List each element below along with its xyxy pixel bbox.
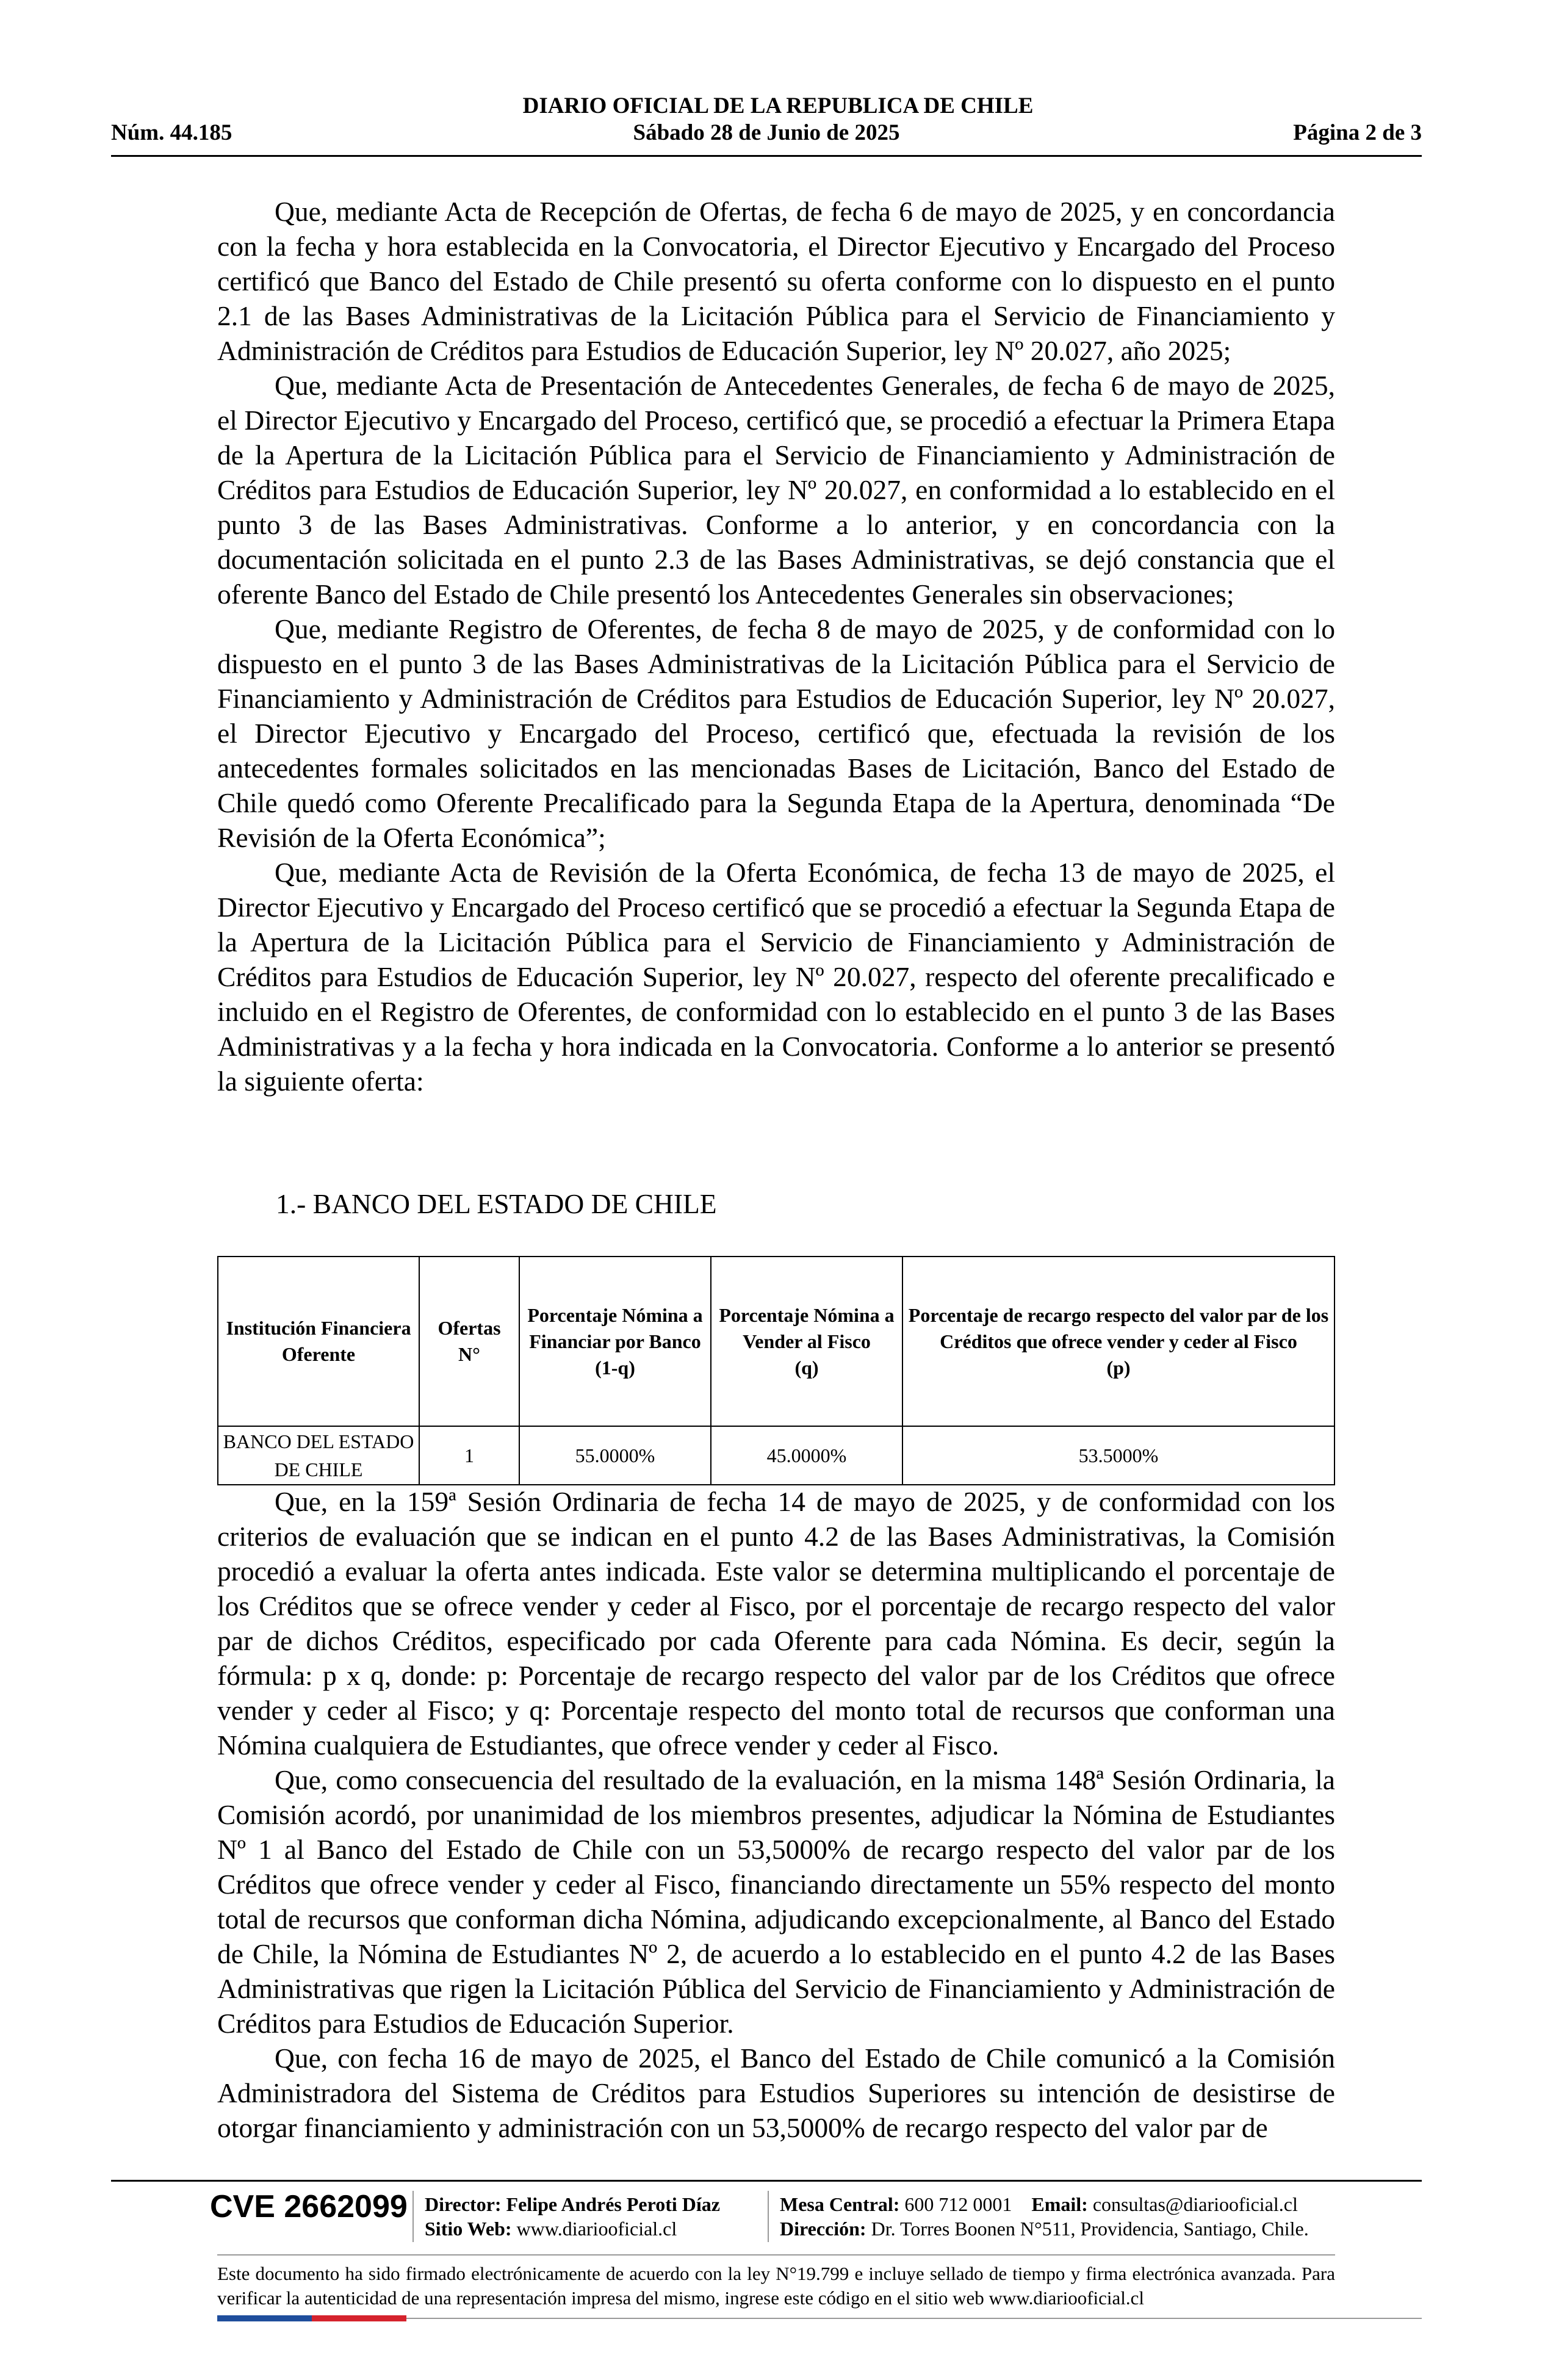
signature-note: Este documento ha sido firmado electrónicamente de acuerdo con la ley N°19.799 e incluye sellado de tiempo y firma electrónica avanzada. Para verificar la autenticidad de una representación impresa del mismo, ingrese este código en el sitio web www.diariooficial.cl (217, 2263, 1335, 2309)
cve-code: CVE 2662099 (210, 2189, 408, 2224)
offer-table (217, 1256, 1335, 1485)
footer-separator (768, 2191, 769, 2242)
phone-number: 600 712 0001 (904, 2193, 1012, 2215)
header-ofertas: Ofertas N° (419, 1257, 519, 1426)
cell-institucion: BANCO DEL ESTADO DE CHILE (218, 1426, 419, 1485)
paragraph: Que, mediante Registro de Oferentes, de fecha 8 de mayo de 2025, y de conformidad con lo dispuesto en el punto 3 de las Bases Administrativas de la Licitación Pública para el Servicio de Financiamiento y Administración de Créditos para Estudios de Educación Superior, ley Nº 20.027, el Director Ejecutivo y Encargado del Proceso, certificó que, efectuada la revisión de los antecedentes formales solicitados en las mencionadas Bases de Licitación, Banco del Estado de Chile quedó como Oferente Precalificado para la Segunda Etapa de la Apertura, denominada “De Revisión de la Oferta Económica”; (217, 613, 1335, 853)
footer-director-block: Director: Felipe Andrés Peroti Díaz Sitio Web: www.diariooficial.cl (425, 2193, 720, 2240)
cell-recargo: 53.5000% (902, 1426, 1334, 1485)
body-text-2 (217, 1484, 1335, 2145)
footer-contact-block: Mesa Central: 600 712 0001 Email: consultas@diariooficial.cl Dirección: Dr. Torres Boonen N°511, Providencia, Santiago, Chile. (780, 2193, 1309, 2240)
paragraph: Que, mediante Acta de Presentación de Antecedentes Generales, de fecha 6 de mayo de 2025, el Director Ejecutivo y Encargado del Proceso, certificó que, se procedió a efectuar la Primera Etapa de la Apertura de la Licitación Pública para el Servicio de Financiamiento y Administración de Créditos para Estudios de Educación Superior, ley Nº 20.027, en conformidad a lo establecido en el punto 3 de las Bases Administrativas. Conforme a lo anterior, y en concordancia con la documentación solicitada en el punto 2.3 de las Bases Administrativas, se dejó constancia que el oferente Banco del Estado de Chile presentó los Antecedentes Generales sin observaciones; (217, 370, 1335, 610)
flag-stripe (217, 2315, 406, 2321)
footer-separator (412, 2191, 414, 2242)
issue-number: Núm. 44.185 (111, 120, 232, 145)
issue-date: Sábado 28 de Junio de 2025 (633, 120, 900, 145)
paragraph: Que, mediante Acta de Revisión de la Oferta Económica, de fecha 13 de mayo de 2025, el Director Ejecutivo y Encargado del Proceso certificó que se procedió a efectuar la Segunda Etapa de la Apertura de la Licitación Pública para el Servicio de Financiamiento y Administración de Créditos para Estudios de Educación Superior, ley Nº 20.027, respecto del oferente precalificado e incluido en el Registro de Oferentes, de conformidad con lo establecido en el punto 3 de las Bases Administrativas y a la fecha y hora indicada en la Convocatoria. Conforme a lo anterior se presentó la siguiente oferta: (217, 857, 1335, 1097)
header-divider (111, 155, 1422, 157)
director-name: Felipe Andrés Peroti Díaz (506, 2193, 720, 2215)
paragraph: Que, mediante Acta de Recepción de Ofertas, de fecha 6 de mayo de 2025, y en concordancia con la fecha y hora establecida en la Convocatoria, el Director Ejecutivo y Encargado del Proceso certificó que Banco del Estado de Chile presentó su oferta conforme con lo dispuesto en el punto 2.1 de las Bases Administrativas de la Licitación Pública para el Servicio de Financiamiento y Administración de Créditos para Estudios de Educación Superior, ley Nº 20.027, año 2025; (217, 196, 1335, 366)
body-text (217, 194, 1335, 1098)
address: Dr. Torres Boonen N°511, Providencia, Santiago, Chile. (871, 2218, 1309, 2240)
cell-oferta: 1 (419, 1426, 519, 1485)
email-link[interactable]: consultas@diariooficial.cl (1092, 2193, 1298, 2215)
paragraph: Que, como consecuencia del resultado de la evaluación, en la misma 148ª Sesión Ordinaria, la Comisión acordó, por unanimidad de los miembros presentes, adjudicar la Nómina de Estudiantes Nº 1 al Banco del Estado de Chile con un 53,5000% de recargo respecto del valor par de los Créditos que ofrece vender y ceder al Fisco, financiando directamente un 55% respecto del monto total de recursos que conforman dicha Nómina, adjudicando excepcionalmente, al Banco del Estado de Chile, la Nómina de Estudiantes Nº 2, de acuerdo a lo establecido en el punto 4.2 de las Bases Administrativas que rigen la Licitación Pública del Servicio de Financiamiento y Administración de Créditos para Estudios de Educación Superior. (217, 1764, 1335, 2039)
table-row (218, 1426, 1334, 1485)
header-financiar: Porcentaje Nómina a Financiar por Banco (1-q) (519, 1257, 711, 1426)
header-institucion: Institución Financiera Oferente (218, 1257, 419, 1426)
section-heading: 1.- BANCO DEL ESTADO DE CHILE (276, 1188, 717, 1219)
newspaper-title: DIARIO OFICIAL DE LA REPUBLICA DE CHILE (522, 93, 1034, 118)
footer-divider-2 (217, 2254, 1335, 2256)
footer-divider (111, 2180, 1422, 2182)
header-vender: Porcentaje Nómina a Vender al Fisco (q) (711, 1257, 902, 1426)
cell-vender: 45.0000% (711, 1426, 902, 1485)
header-recargo: Porcentaje de recargo respecto del valor par de los Créditos que ofrece vender y ceder al Fisco (p) (902, 1257, 1334, 1426)
page-indicator: Página 2 de 3 (1293, 120, 1422, 145)
page-header (111, 120, 1422, 150)
cell-financiar: 55.0000% (519, 1426, 711, 1485)
footer-bottom-line (406, 2318, 1422, 2319)
paragraph: Que, en la 159ª Sesión Ordinaria de fecha 14 de mayo de 2025, y de conformidad con los criterios de evaluación que se indican en el punto 4.2 de las Bases Administrativas, la Comisión procedió a evaluar la oferta antes indicada. Este valor se determina multiplicando el porcentaje de los Créditos que se ofrece vender y ceder al Fisco, por el porcentaje de recargo respecto del valor par de dichos Créditos, especificado por cada Oferente para cada Nómina. Es decir, según la fórmula: p x q, donde: p: Porcentaje de recargo respecto del valor par de los Créditos que ofrece vender y ceder al Fisco; y q: Porcentaje respecto del monto total de recursos que conforman una Nómina cualquiera de Estudiantes, que ofrece vender y ceder al Fisco. (217, 1486, 1335, 1761)
paragraph: Que, con fecha 16 de mayo de 2025, el Banco del Estado de Chile comunicó a la Comisión Administradora del Sistema de Créditos para Estudios Superiores su intención de desistirse de otorgar financiamiento y administración con un 53,5000% de recargo respecto del valor par de (217, 2043, 1335, 2143)
table-header-row (218, 1257, 1334, 1426)
site-link[interactable]: www.diariooficial.cl (516, 2218, 677, 2240)
